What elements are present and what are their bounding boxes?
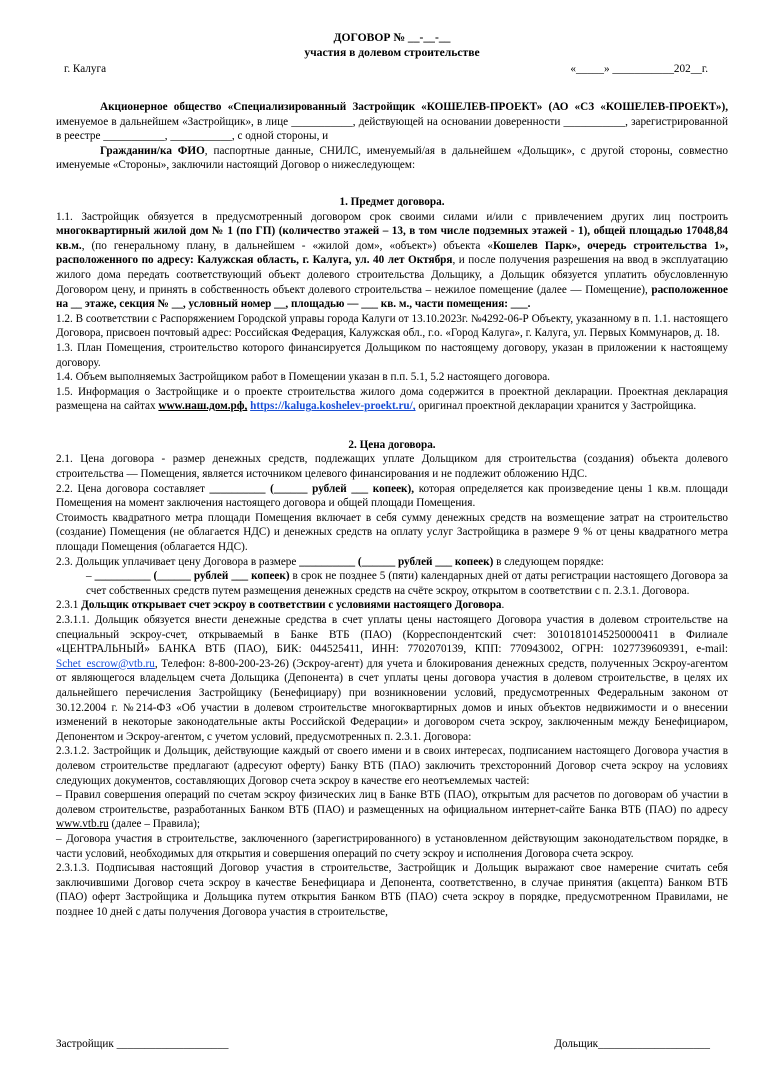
intro-shareholder-paragraph: [56, 144, 728, 173]
clause-1-1: [56, 210, 728, 312]
document-page: [56, 30, 728, 919]
signature-footer: [56, 1037, 728, 1053]
link-koshelev-proekt[interactable]: https://kaluga.koshelev-proekt.ru/,: [250, 400, 416, 413]
clause-2-3-1: [56, 598, 728, 613]
clause-1-5-text-a: 1.5. Информация о Застройщике и о проекте строительства жилого дома содержится в проектной декларации. Проектная декларация размещена на сайтах: [56, 385, 728, 413]
clause-2-3-1-1-text-a: 2.3.1.1. Дольщик обязуется внести денежные средства в счет уплаты цены настоящего Договора участия в долевом строительстве на специальный эскроу-счет, открываемый в Банке ВТБ (ПАО) (Корреспондентский счет: 30101810145250000411 в Филиале «ЦЕНТРАЛЬНЫЙ» БАНКА ВТБ (ПАО), БИК: 044525411, ИНН: 7702070139, КПП: 770943002, ОГРН: 1027739609391, e-mail:: [56, 614, 728, 656]
intro-developer-paragraph: [56, 100, 728, 144]
clause-2-3-text-c: в следующем порядке:: [493, 555, 604, 568]
vtb-site-link[interactable]: www.vtb.ru: [56, 818, 109, 831]
clause-1-1-address: Кошелев Парк», очередь строительства 1», расположенного по адресу: Калужская область, г. Калуга, ул. 40 лет Октября: [56, 239, 729, 267]
clause-2-2: [56, 482, 728, 511]
clause-1-1-building: многоквартирный жилой дом № 1 (по ГП) (количество этажей – 13, в том числе подземных этажей - 1), общей площадью 17048,84 кв.м.: [56, 225, 728, 252]
dash-text: в срок не позднее 5 (пяти) календарных дней от даты регистрации настоящего Договора за счет собственных средств путем размещения денежных средств на счёте эскроу, открытом в соответствии с п. 2.3.1. Договора.: [86, 570, 728, 597]
clause-1-1-text-c: , (по генеральному плану, в дальнейшем - «жилой дом», «объект») объекта «: [81, 239, 493, 252]
clause-2-3-dash-item: [56, 569, 728, 598]
dash-1-text-a: – Правил совершения операций по счетам эскроу физических лиц в Банке ВТБ (ПАО), открытым для расчетов по договорам об участии в долевом строительстве, разработанных Банком ВТБ (ПАО) и размещенных на официальном интернет-сайте Банка ВТБ (ПАО) по адресу: [56, 789, 728, 816]
document-title: ДОГОВОР № __-__-__: [333, 31, 451, 44]
clause-1-1-premises: расположенное на __ этаже, секция № __, условный номер __, площадью — ___ кв. м., части помещения: ___.: [56, 283, 728, 311]
escrow-email-link[interactable]: Schet_escrow@vtb.ru: [56, 657, 155, 670]
dash-price: __________ (______ рублей ___ копеек): [94, 570, 290, 583]
clause-2-2-text-a: 2.2. Цена договора составляет: [56, 482, 210, 495]
clause-2-3-1-1-text-b: , Телефон: 8-800-200-23-26) (Эскроу-агент) для учета и блокирования денежных средств, полученных Эскроу-агентом от являющегося владельцем счета Дольщика (Депонента) в счет уплаты цены договора участия в долевом строительстве, в целях их дальнейшего перечисления Застройщику (Бенефициару) при возникновении условий, предусмотренных Федеральным законом от 30.12.2004 г. №214-ФЗ «Об участии в долевом строительстве многоквартирных домов и иных объектов недвижимости и о внесении изменений в некоторые законодательные акты Российской Федерации» и договором счета эскроу, заключенным между Бенефициаром, Депонентом и Эскроу-агентом, с учетом условий, предусмотренных п. 2.3.1. Договора:: [56, 657, 728, 743]
clause-2-3-1-2-dash-1: [56, 788, 728, 832]
shareholder-name: Гражданин/ка ФИО: [100, 144, 205, 157]
contract-date: «_____» ___________202__г.: [570, 63, 708, 75]
clause-2-3-1-3: 2.3.1.3. Подписывая настоящий Договор участия в строительстве, Застройщик и Дольщик выражают свое намерение считать себя заключившими Договор счета эскроу в качестве Бенефициара и Депонента, соответственно, в случае принятия (акцепта) Банком ВТБ (ПАО) оферт Застройщика и Дольщика путем открытия Банком ВТБ (ПАО) счета эскроу в порядке, предусмотренном Правилами, не позднее 10 дней с даты получения Договора участия в строительстве,: [56, 862, 728, 918]
developer-signature: Застройщик ____________________: [56, 1038, 229, 1050]
clause-2-3-1-2-dash-2: – Договора участия в строительстве, заключенного (зарегистрированного) в установленном действующим законодательством порядке, в части условий, необходимых для открытия и совершения операций по счету эскроу и исполнения Договора счета эскроу.: [56, 832, 728, 860]
clause-2-2-text-c: которая определяется как произведение цены 1 кв.м. площади Помещения на момент заключения настоящего договора и общей площади Помещения.: [56, 482, 728, 510]
clause-1-5: [56, 385, 728, 414]
clause-1-4: 1.4. Объем выполняемых Застройщиком работ в Помещении указан в п.п. 5.1, 5.2 настоящего договора.: [56, 371, 550, 384]
clause-2-3-1-1: [56, 613, 728, 744]
clause-2-1: 2.1. Цена договора - размер денежных средств, подлежащих уплате Дольщиком для строительства (создания) объекта долевого строительства — Помещения, является источником целевого финансирования и не подлежит обложению НДС.: [56, 453, 728, 481]
shareholder-details: , паспортные данные, СНИЛС, именуемый/ая в дальнейшем «Дольщик», с другой стороны, совместно именуемые «Стороны», заключили настоящий Договор о нижеследующем:: [56, 144, 728, 172]
clause-1-5-text-b: оригинал проектной декларации хранится у Застройщика.: [415, 400, 697, 413]
city: г. Калуга: [64, 63, 107, 75]
link-nash-dom[interactable]: www.наш.дом.рф,: [158, 400, 248, 413]
dash-marker: –: [86, 570, 95, 583]
document-subtitle: участия в долевом строительстве: [304, 46, 480, 59]
clause-1-1-text-e: , и после получения разрешения на ввод в эксплуатацию жилого дома передать соответствующий объект долевого строительства Дольщику, а Дольщик обязуется уплатить обусловленную Договором цену, и принять в собственность объект долевого строительства – нежилое помещение (далее — Помещение),: [56, 254, 729, 296]
shareholder-signature: Дольщик____________________: [554, 1038, 710, 1050]
clause-2-3-1-bold: Дольщик открывает счет эскроу в соответствии с условиями настоящего Договора: [81, 599, 502, 612]
city-date-line: [56, 62, 728, 78]
clause-1-1-text-a: 1.1. Застройщик обязуется в предусмотренный договором срок своими силами и/или с привлечением других лиц построить: [56, 210, 728, 223]
section-1-heading: 1. Предмет договора.: [339, 195, 445, 208]
clause-2-3-1-number: 2.3.1: [56, 599, 82, 612]
clause-2-3-1-2: 2.3.1.2. Застройщик и Дольщик, действующие каждый от своего имени и в своих интересах, подписанием настоящего Договора участия в долевом строительстве предлагают (адресуют оферту) Банку ВТБ (ПАО) заключить трехсторонний Договор счета эскроу на условиях следующих документов, составляющих Договор счета эскроу в качестве его неотъемлемых частей:: [56, 745, 728, 787]
clause-2-3: [56, 555, 728, 570]
clause-2-2-price: __________ (______ рублей ___ копеек),: [209, 482, 415, 495]
clause-2-3-1-dot: .: [501, 599, 505, 612]
developer-details: именуемое в дальнейшем «Застройщик», в лице ___________, действующей на основании доверенности ___________, зарегистрированной в реестре ___________, ___________, с одной стороны, и: [56, 115, 728, 143]
clause-1-2: 1.2. В соответствии с Распоряжением Городской управы города Калуги от 13.10.2023г. №4292-06-Р Объекту, указанному в п. 1.1. настоящего Договора, присвоен почтовый адрес: Российская Федерация, Калужская обл., г.о. «Город Калуга», г. Калуга, ул. Первых Коммунаров, д. 18.: [56, 312, 728, 340]
clause-2-2-cost: Стоимость квадратного метра площади Помещения включает в себя сумму денежных средств на возмещение затрат на строительство (создание) Помещения (не облагается НДС) и денежных средств на оплату услуг Застройщика в размере 9 % от цены квадратного метра площади Помещения (облагается НДС).: [56, 511, 728, 554]
developer-name: Акционерное общество «Специализированный Застройщик «КОШЕЛЕВ-ПРОЕКТ» (АО «СЗ «КОШЕЛЕВ-ПРОЕКТ»),: [100, 101, 728, 113]
clause-1-3: 1.3. План Помещения, строительство которого финансируется Дольщиком по настоящему договору, указан в приложении к настоящему договору.: [56, 341, 728, 369]
clause-2-3-text-a: 2.3. Дольщик уплачивает цену Договора в размере: [56, 555, 300, 568]
section-2-heading: 2. Цена договора.: [348, 438, 436, 451]
clause-2-3-price: __________ (______ рублей ___ копеек): [299, 555, 494, 568]
dash-1-text-b: (далее – Правила);: [108, 818, 201, 831]
